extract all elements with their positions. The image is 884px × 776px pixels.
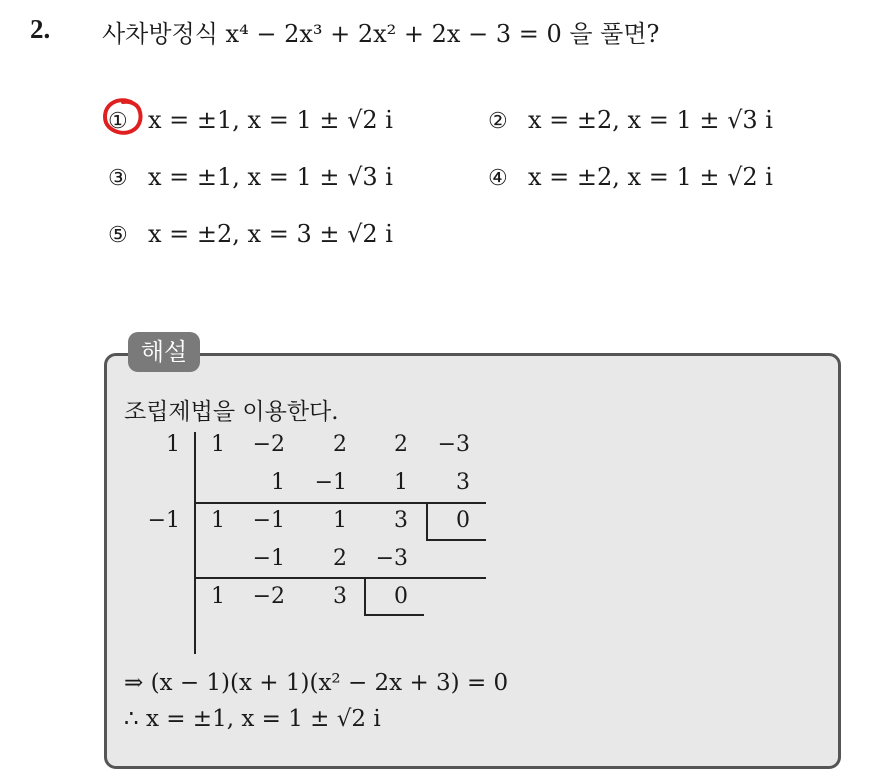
table-cell: −2 <box>252 432 285 457</box>
option-3[interactable] <box>108 163 393 191</box>
option-4-mark: ④ <box>488 166 508 191</box>
table-cell: 3 <box>394 508 408 533</box>
answer-circle-mark <box>101 97 145 137</box>
option-2-text: x = ±2, x = 1 ± √3 i <box>528 106 773 134</box>
table-cell: 2 <box>333 546 347 571</box>
remainder-box-line <box>426 539 486 541</box>
option-3-text: x = ±1, x = 1 ± √3 i <box>148 163 393 191</box>
option-4[interactable] <box>488 163 773 191</box>
table-cell: 1 <box>333 508 347 533</box>
solution-answer: ∴ x = ±1, x = 1 ± √2 i <box>124 706 381 732</box>
option-1[interactable] <box>108 106 393 134</box>
option-4-text: x = ±2, x = 1 ± √2 i <box>528 163 773 191</box>
option-5-mark: ⑤ <box>108 223 128 248</box>
question-text: 사차방정식 x⁴ − 2x³ + 2x² + 2x − 3 = 0 을 풀면? <box>102 20 660 48</box>
remainder-box-line <box>364 614 424 616</box>
option-2-mark: ② <box>488 109 508 134</box>
table-cell: 1 <box>271 470 285 495</box>
division-horizontal-line <box>194 577 486 579</box>
table-cell: 1 <box>394 470 408 495</box>
table-cell: 1 <box>211 432 225 457</box>
table-cell: 3 <box>333 584 347 609</box>
table-cell: −1 <box>314 470 347 495</box>
option-1-text: x = ±1, x = 1 ± √2 i <box>148 106 393 134</box>
question-number: 2. <box>30 14 51 44</box>
option-1-mark: ① <box>108 109 128 134</box>
solution-badge: 해설 <box>128 332 200 372</box>
division-horizontal-line <box>194 502 486 504</box>
option-3-mark: ③ <box>108 166 128 191</box>
table-cell: −1 <box>252 546 285 571</box>
division-vertical-line <box>194 432 196 654</box>
divisor-1: 1 <box>166 432 180 457</box>
solution-intro: 조립제법을 이용한다. <box>124 399 339 425</box>
solution-factored: ⇒ (x − 1)(x + 1)(x² − 2x + 3) = 0 <box>124 670 509 696</box>
table-cell: 0 <box>456 508 470 533</box>
table-cell: −1 <box>252 508 285 533</box>
table-cell: −3 <box>375 546 408 571</box>
table-cell: 0 <box>394 584 408 609</box>
table-cell: 2 <box>333 432 347 457</box>
table-cell: 2 <box>394 432 408 457</box>
remainder-box-line <box>426 502 428 540</box>
table-cell: −3 <box>437 432 470 457</box>
table-cell: 3 <box>456 470 470 495</box>
remainder-box-line <box>364 577 366 615</box>
table-cell: −2 <box>252 584 285 609</box>
option-5-text: x = ±2, x = 3 ± √2 i <box>148 220 393 248</box>
option-2[interactable] <box>488 106 773 134</box>
divisor-2: −1 <box>147 508 180 533</box>
table-cell: 1 <box>211 584 225 609</box>
table-cell: 1 <box>211 508 225 533</box>
option-5[interactable] <box>108 220 393 248</box>
